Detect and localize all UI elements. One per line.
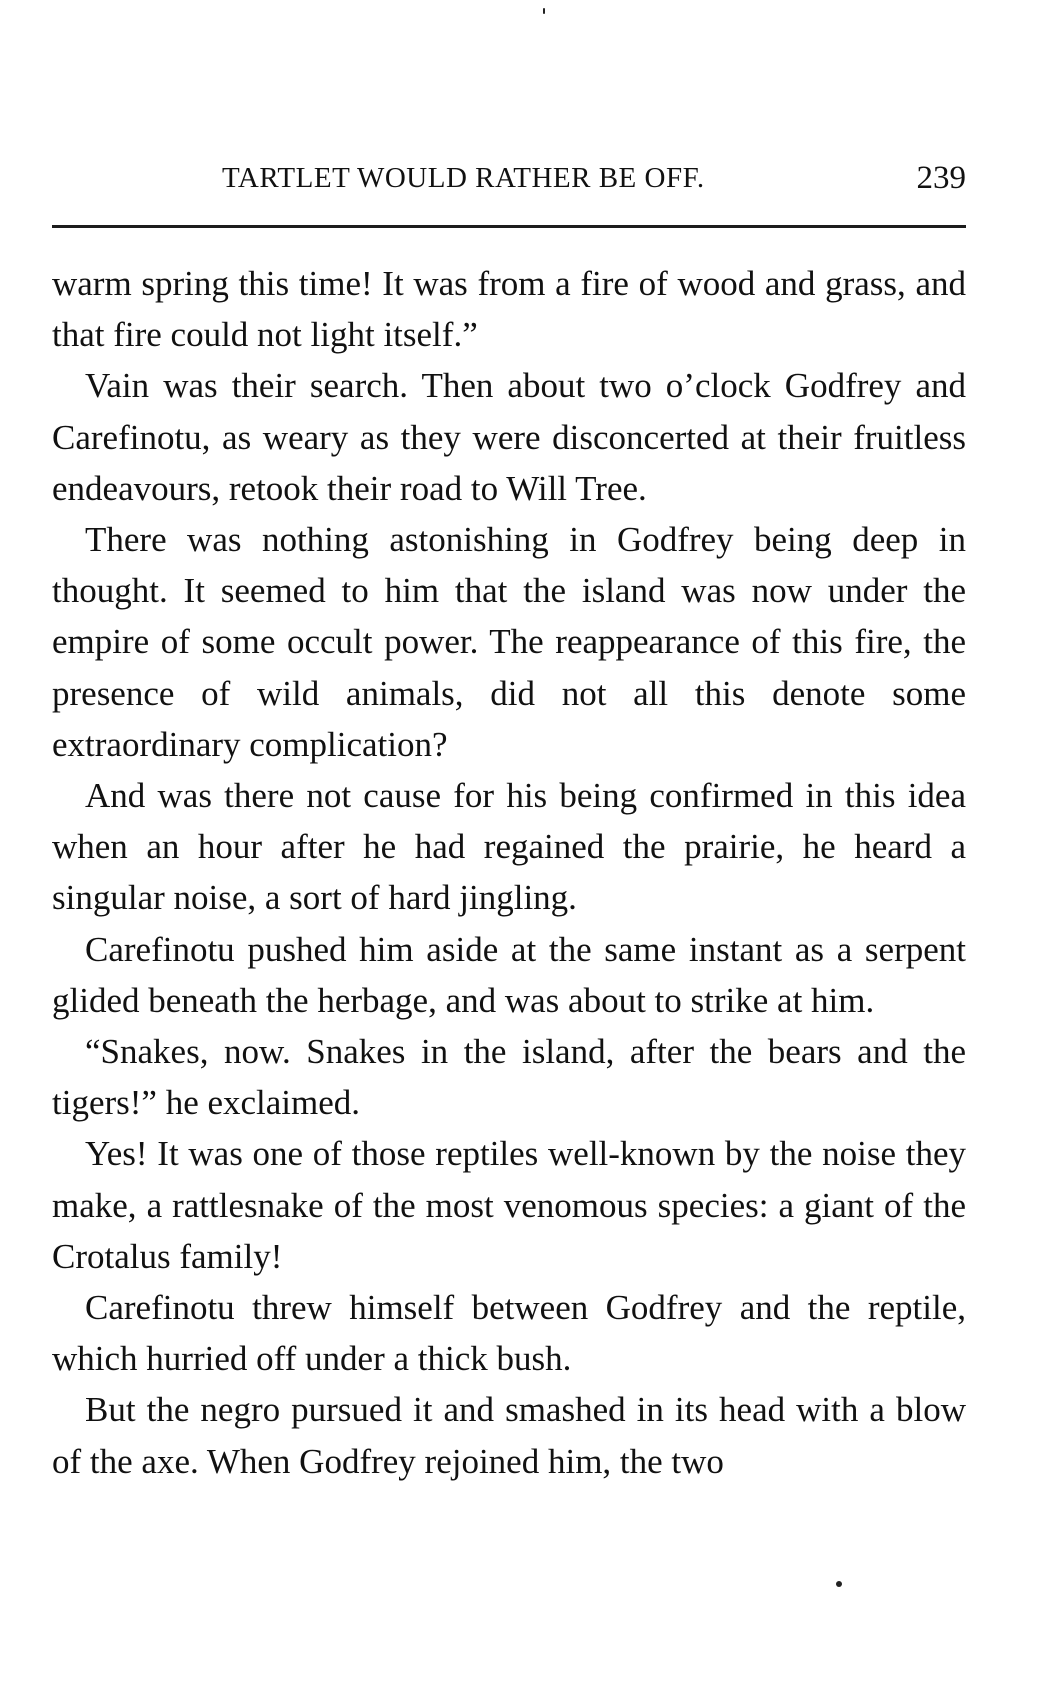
paragraph: Carefinotu pushed him aside at the same instant as a serpent glided beneath the herbage, and was about to strike at him. bbox=[52, 929, 966, 1020]
paragraph: But the negro pursued it and smashed in its head with a blow of the axe. When Godfrey rejoined him, the two bbox=[52, 1390, 966, 1481]
page-number: 239 bbox=[916, 160, 966, 196]
running-head: TARTLET WOULD RATHER BE OFF. bbox=[222, 162, 705, 194]
page-header bbox=[52, 162, 966, 202]
body-text bbox=[52, 258, 966, 1487]
header-rule bbox=[52, 225, 966, 228]
paragraph-continued: warm spring this time! It was from a fire of wood and grass, and that fire could not light itself.” bbox=[52, 264, 966, 355]
paragraph: Yes! It was one of those reptiles well-known by the noise they make, a rattlesnake of the most venomous species: a giant of the Crotalus family! bbox=[52, 1134, 966, 1276]
paragraph: And was there not cause for his being confirmed in this idea when an hour after he had regained the prairie, he heard a singular noise, a sort of hard jingling. bbox=[52, 776, 966, 918]
paragraph: “Snakes, now. Snakes in the island, after the bears and the tigers!” he exclaimed. bbox=[52, 1032, 966, 1123]
paragraph: Carefinotu threw himself between Godfrey and the reptile, which hurried off under a thick bush. bbox=[52, 1288, 966, 1379]
paragraph: Vain was their search. Then about two o’clock Godfrey and Carefinotu, as weary as they were disconcerted at their fruitless endeavours, retook their road to Will Tree. bbox=[52, 366, 966, 508]
paragraph: There was nothing astonishing in Godfrey being deep in thought. It seemed to him that the island was now under the empire of some occult power. The reappearance of this fire, the presence of wild animals, did not all this denote some extraordinary complication? bbox=[52, 520, 966, 764]
print-speck-bottom bbox=[836, 1581, 842, 1587]
print-speck-top bbox=[543, 8, 545, 14]
